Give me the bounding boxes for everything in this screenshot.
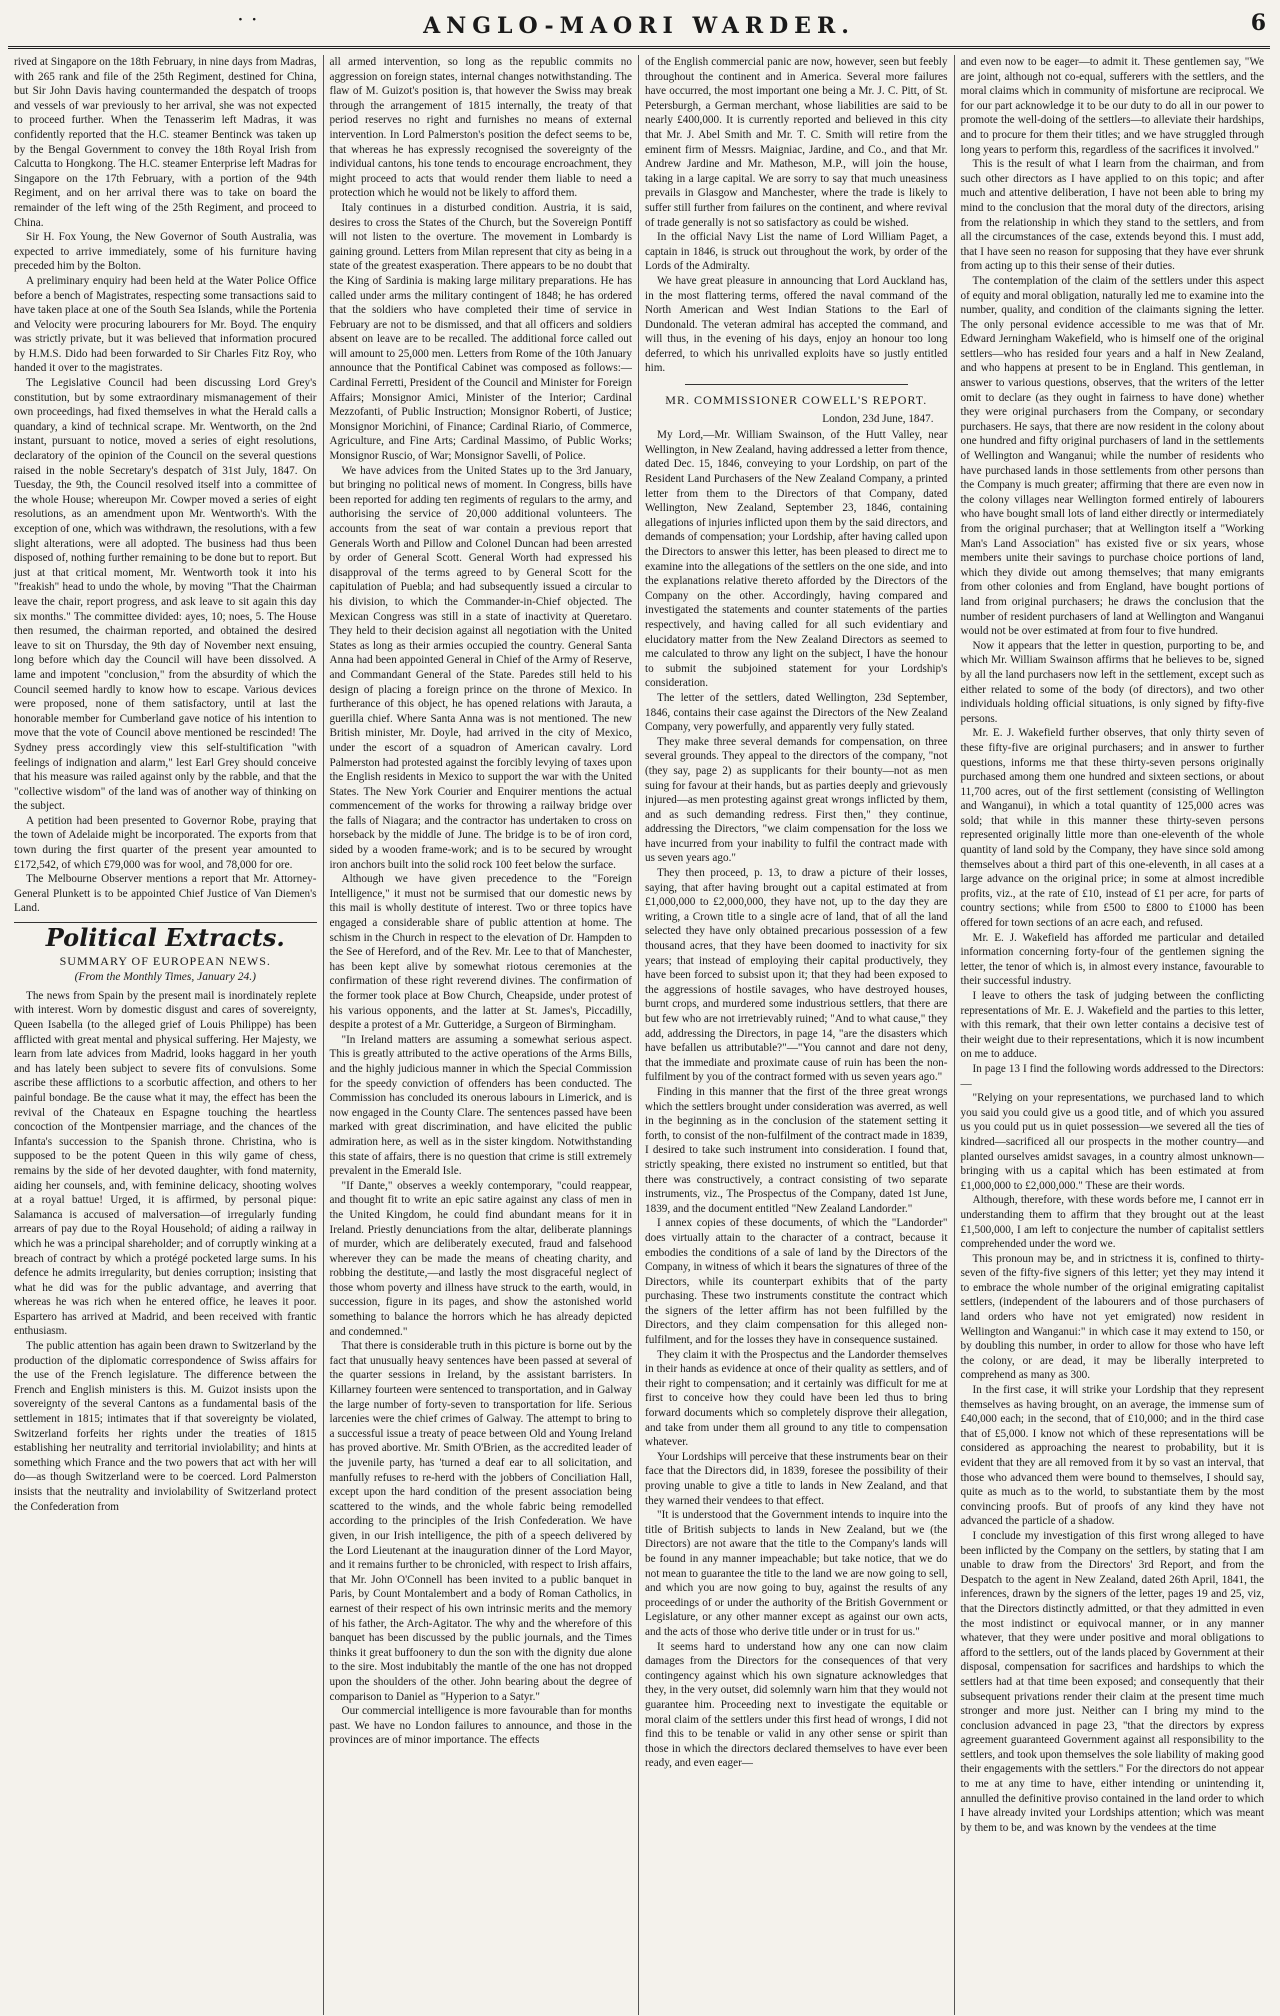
paragraph: Italy continues in a disturbed condition. Austria, it is said, desires to cross the States of the Church, but the Sovereign Pontiff will not listen to the overture. The movement in Lombardy is gaining ground. Letters from Milan represent that city as being in a state of the greatest exasperation. There appears to be no doubt that the King of Sardinia is making large military preparations. He has called under arms the military contingent of 1848; he has ordered that the soldiers who have completed their time of service in February are not to be dismissed, and that all officers and soldiers absent on leave are to be recalled. The additional force called out will amount to 25,000 men. Letters from Rome of the 10th January announce that the Pontifical Cabinet was composed as follows:—Cardinal Ferretti, President of the Council and Minister for Foreign Affairs; Monsignor Amici, Minister of the Interior; Cardinal Mezzofanti, of Public Instruction; Monsignor Roberti, of Justice; Monsignor Morichini, of Finance; Cardinal Riario, of Commerce, Agriculture, and Fine Arts; Cardinal Massimo, of Public Works; Monsignor Ruscio, of War; Monsignor Savelli, of Police. bbox=[329, 201, 632, 463]
column-4 bbox=[955, 55, 1271, 2015]
paragraph: rived at Singapore on the 18th February, in nine days from Madras, with 265 rank and file of the 25th Regiment, destined for China, but Sir John Davis having countermanded the despatch of troops and vessels of war previously to her arrival, she was not expected to proceed further. When the Tenasserim left Madras, it was confidently reported that the H.C. steamer Bentinck was taken up by the Bengal Government to convey the 18th Royal Irish from Calcutta to Hongkong. The H.C. steamer Enterprise left Madras for Singapore on the 17th February, with a portion of the 94th Regiment, and on her arrival there was to take on board the remainder of the left wing of the 25th Regiment, and proceed to China. bbox=[14, 56, 317, 229]
paragraph: We have advices from the United States up to the 3rd January, but bringing no political news of moment. In Congress, bills have been reported for adding ten regiments of regulars to the army, and authorising the service of 20,000 additional volunteers. The accounts from the seat of war contain a previous report that Generals Worth and Pillow and Colonel Duncan had been arrested by order of General Scott. General Worth had expressed his disapproval of the terms agreed to by General Scott for the capitulation of Puebla; and had subsequently issued a circular to his division, to which the Commander-in-Chief objected. The Mexican Congress was still in a state of inactivity at Queretaro. They held to their decision against all negotiation with the United States as long as their armies occupied the country. General Santa Anna had been appointed General in Chief of the Army of Reserve, and Commandant General of the State. Paredes still held to his design of placing a foreign prince on the throne of Mexico. In furtherance of this object, he has opened relations with Jarauta, a guerilla chief. Where Santa Anna was is not mentioned. The new British minister, Mr. Doyle, had arrived in the city of Mexico, under the escort of a squadron of American cavalry. Lord Palmerston had protested against the forcibly levying of taxes upon the English residents in Mexico to support the war with the United States. The New York Courier and Enquirer mentions the actual commencement of the works for throwing a railway bridge over the falls of Niagara; and the contractor has undertaken to cross on horseback by the middle of June. The bridge is to be of iron cord, sided by a wooden frame-work; and is to be secured by wrought iron anchors built into the solid rock 100 feet below the surface. bbox=[329, 464, 632, 871]
dateline: London, 23d June, 1847. bbox=[822, 412, 934, 425]
paragraph: In page 13 I find the following words addressed to the Directors:— bbox=[960, 1062, 1264, 1090]
article-title: SUMMARY OF EUROPEAN NEWS. bbox=[59, 953, 271, 968]
paragraph: This is the result of what I learn from the chairman, and from such other directors as I have applied to on this topic; and after much and attentive deliberation, I have not been able to bring my mind to the conclusion that the moral duty of the directors, arising from the relationship in which they stand to the settlers, and from all the circumstances of the case, extends beyond this. I must add, that I have seen no reason for supposing that they have ever shrunk from acting up to this their sense of their duties. bbox=[960, 158, 1264, 273]
paragraph: They claim it with the Prospectus and the Landorder themselves in their hands as evidence at once of their quality as settlers, and of their right to compensation; and it certainly was difficult for me at first to conceive how they could have been led thus to bring forward documents which so completely disprove their allegation, and take from under them all ground to any title to compensation whatever. bbox=[645, 1348, 948, 1449]
paragraph: of the English commercial panic are now, however, seen but feebly throughout the continent and in America. Several more failures have occurred, the most important one being a Mr. J. C. Pitt, of St. Petersburgh, a German merchant, whose liabilities are said to be nearly £400,000. It is currently reported and believed in this city that Mr. J. Abel Smith and Mr. T. C. Smith will retire from the eminent firm of Messrs. Maigniac, Jardine, and Co., and that Mr. Andrew Jardine and Mr. Matheson, M.P., will join the house, taking in a large capital. We are sorry to say that much uneasiness prevails in Glasgow and Manchester, where the trade is likely to suffer still further from failures on the continent, and where revival of trade generally is not so satisfactory as could be wished. bbox=[645, 56, 948, 229]
paragraph: Finding in this manner that the first of the three great wrongs which the settlers brought under consideration was averred, as well in the beginning as in the conclusion of the statement setting it forth, to consist of the non-fulfilment of the contract made in 1839, I desired to take such instrument into consideration. I found that, strictly speaking, there existed no instrument so entitled, but that there was constructively, a contract consisting of two separate instruments, viz., The Prospectus of the Company, dated 1st June, 1839, and the document entitled "New Zealand Landorder." bbox=[645, 1085, 948, 1215]
paragraph: The contemplation of the claim of the settlers under this aspect of equity and moral obligation, naturally led me to examine into the number, quality, and condition of the claimants signing the letter. The only personal evidence accessible to me was that of Mr. Edward Jerningham Wakefield, who is himself one of the original settlers—who has resided four years and a half in New Zealand, and who happens at present to be in England. This gentleman, in answer to various questions, observes, that the writers of the letter omit to declare (as they ought in fairness to have done) whether they were original purchasers from the Company, or secondary purchasers. He says, that there are now resident in the colony about one hundred and fifty original purchasers of land in the settlements of Wellington and Wanganui; while the number of residents who have purchased lands in those settlements from other persons than the Company is much greater; affirming that there are even now in the colony villages near Wellington formed entirely of labourers who have bought small lots of land either directly or intermediately from the original purchaser; that at Wellington itself a "Working Man's Land Association" has existed five or six years, whose members unite their savings to purchase choice portions of land, which they divide out among themselves; that many emigrants from other colonies and from England, have bought portions of land from original purchasers; he draws the conclusion that the number of resident purchasers of land at Wellington and Wanganui would not be over estimated at from four to five hundred. bbox=[960, 274, 1264, 638]
paragraph: Although we have given precedence to the "Foreign Intelligence," it must not be surmised that our domestic news by this mail is wholly destitute of interest. Two or three topics have engaged a considerable share of public attention at home. The schism in the Church in respect to the elevation of Dr. Hampden to the See of Hereford, and of the Rev. Mr. Lee to that of Manchester, has been kept alive by somewhat riotous ceremonies at the confirmation of these right reverend divines. The confirmation of the former took place at Bow Church, Cheapside, under protest of his various opponents, and the latter at St. James's, Piccadilly, despite a protest of a Mr. Gutteridge, a Surgeon of Birmingham. bbox=[329, 873, 632, 1032]
newspaper-title: ANGLO-MAORI WARDER. bbox=[423, 13, 855, 39]
paragraph: We have great pleasure in announcing that Lord Auckland has, in the most flattering terms, offered the naval command of the North American and West Indian Stations to the Earl of Dundonald. The veteran admiral has accepted the command, and will thus, in the evening of his days, enjoy an honour too long deferred, to which his unrivalled exploits have so justly entitled him. bbox=[645, 274, 948, 375]
paragraph: The news from Spain by the present mail is inordinately replete with interest. Worn by domestic disgust and cares of sovereignty, Queen Isabella (to the alleged grief of Louis Philippe) has been afflicted with great mental and physical suffering. Her Majesty, we learn from late advices from Madrid, looks haggard in her youth and has lately been subject to severe fits of convulsions. Some ascribe these afflictions to a scorbutic affection, and others to her painful bondage. Be the cause what it may, the effect has been the revival of the Chateaux en Espagne touching the heartless concoction of the Montpensier marriage, and the chances of the Infanta's succession to the Spanish throne. Christina, who is supposed to be the potent Queen in this wily game of chess, remains by the side of her devoted daughter, with fond maternity, aiding her counsels, and, with feminine delicacy, shooting wolves at a royal battue! Urged, it is affirmed, by personal pique: Salamanca is accused of malversation—of irregularly funding arrears of pay due to the Royal Household; of aiding a railway in which he was a principal shareholder; and of corruptly winking at a breach of contract by which a protégé pocketed large sums. In his defence he admits irregularity, but denies corruption; insisting that what he did was for the public advantage, and averring that whereas he was rich when he entered office, he leaves it poor. Espartero has arrived at Madrid, and been received with frantic enthusiasm. bbox=[14, 989, 317, 1338]
paragraph: This pronoun may be, and in strictness it is, confined to thirty-seven of the fifty-five signers of this letter; yet they may intend it to embrace the whole number of the original emigrating capitalist settlers, (independent of the labourers and of those purchasers of land orders who have not yet emigrated) now resident in Wellington and Wanganui:" in which case it may extend to 150, or by doubling this number, in order to allow for those who have left the colony, or are dead, it may be liberally interpreted to comprehend as many as 300. bbox=[960, 1252, 1264, 1382]
paragraph: "It is understood that the Government intends to inquire into the title of British subjects to lands in New Zealand, but we (the Directors) are not aware that the title to the Company's lands will be found in any manner impeachable; but take notice, that we do not mean to guarantee the title to the land we are now going to sell, and which you are now going to buy, against the results of any proceedings of or under the authority of the British Government or Legislature, or any other manner except as against our own acts, and the acts of those who derive title under or in trust for us." bbox=[645, 1509, 948, 1638]
paragraph: They make three several demands for compensation, on three several grounds. They appeal to the directors of the company, "not (they say, page 2) as supplicants for their bounty—not as men suing for favour at their hands, but as parties deeply and grievously injured—as men protesting against great wrongs inflicted by them, and as such demanding redress. First then," they continue, addressing the Directors, "we claim compensation for the loss we have incurred from your inability to fulfil the contract made with us seven years ago." bbox=[645, 735, 948, 865]
paragraph: all armed intervention, so long as the republic commits no aggression on foreign states, internal changes notwithstanding. The flaw of M. Guizot's position is, that however the Swiss may break through the arrangement of 1815 internally, the treaty of that period reserves no right and furnishes no means of external intervention. In Lord Palmerston's position the defect seems to be, that whereas he has expressly recognised the sovereignty of the individual cantons, his tone tends to encourage encroachment, they might proceed to acts that would render them liable to need a protection which he would not be likely to afford them. bbox=[329, 56, 632, 200]
paragraph: "If Dante," observes a weekly contemporary, "could reappear, and thought fit to write an epic satire against any class of men in the United Kingdom, he could find abundant means for it in Ireland. Priestly denunciations from the altar, deliberate plannings of murder, which are deliberately executed, fraud and falsehood wherever they can be made the means of cheating charity, and robbing the destitute,—and lastly the most disgraceful neglect of those whom poverty and illness have struck to the earth, would, in succession, figure in its pages, and show the astonished world something to balance the horrors which he has already depicted and condemned." bbox=[329, 1179, 632, 1338]
paragraph: I leave to others the task of judging between the conflicting representations of Mr. E. J. Wakefield and the parties to this letter, with this remark, that their own letter contains a decisive test of their weight due to their representations, which it is now incumbent on me to adduce. bbox=[960, 990, 1264, 1061]
column-2 bbox=[324, 55, 640, 2015]
section-heading: Political Extracts. bbox=[14, 922, 317, 946]
article-source: (From the Monthly Times, January 24.) bbox=[74, 971, 256, 984]
paragraph: Although, therefore, with these words before me, I cannot err in understanding them to affirm that they brought out at the least £1,500,000, I am left to conjecture the number of capitalist settlers comprehended under the word we. bbox=[960, 1194, 1264, 1251]
paragraph: "In Ireland matters are assuming a somewhat serious aspect. This is greatly attributed to the active operations of the Arms Bills, and the highly judicious manner in which the Special Commission for the speedy conviction of offenders has been conducted. The Commission has concluded its onerous labours in Limerick, and is now engaged in the County Clare. The sentences passed have been marked with great discrimination, and have elicited the public admiration here, as well as in the sister kingdom. Notwithstanding this state of affairs, there is no question that crime is still extremely prevalent in the Emerald Isle. bbox=[329, 1033, 632, 1178]
paragraph: Your Lordships will perceive that these instruments bear on their face that the Directors did, in 1839, foresee the possibility of their proving unable to give a title to lands in New Zealand, and that they warned their vendees to that effect. bbox=[645, 1450, 948, 1507]
paragraph: Our commercial intelligence is more favourable than for months past. We have no London failures to announce, and those in the provinces are of minor importance. The effects bbox=[329, 1705, 632, 1747]
paragraph: Mr. E. J. Wakefield further observes, that only thirty seven of these fifty-five are original purchasers; and in answer to further questions, informs me that these thirty-seven persons originally purchased among them one hundred and sixteen sections, or about 11,700 acres, out of the first settlement (consisting of Wellington and Wanganui), in which a total quantity of 125,000 acres was sold; that while in this manner these thirty-seven persons represented originally little more than one-eleventh of the whole quantity of land sold by the Company, they have since sold among themselves about a third part of this one-eleventh, in all cases at a large advance on the original price; in some at almost incredible profits, viz., at the rate of £10, instead of £1 per acre, for parts of country sections; while from £500 to £800 to £1000 has been offered for town sections of an acre each, and refused. bbox=[960, 727, 1264, 930]
paragraph: My Lord,—Mr. William Swainson, of the Hutt Valley, near Wellington, in New Zealand, having addressed a letter from thence, dated Dec. 15, 1846, conveying to your Lordship, on part of the Resident Land Purchasers of the New Zealand Company, a printed letter from them to the Directors of that Company, dated Wellington, New Zealand, September 23, 1846, containing allegations of injuries inflicted upon them by the said directors, and demands of compensation; your Lordship, after having called upon the Directors to answer this letter, has been pleased to direct me to examine into the allegations of the settlers on the one side, and into the explanations relative thereto afforded by the Directors of the Company on the other. Accordingly, having compared and investigated the statements and counter statements of the parties respectively, and having called for all such evidentiary and elucidatory matter from the New Zealand Directors as seemed to me calculated to throw any light on the subject, I have the honour to submit the subjoined statement for your Lordship's consideration. bbox=[645, 429, 948, 690]
paragraph: In the official Navy List the name of Lord William Paget, a captain in 1846, is struck out throughout the work, by order of the Lords of the Admiralty. bbox=[645, 231, 948, 273]
paragraph: "Relying on your representations, we purchased land to which you said you could give us a good title, and of which you assured us you could put us in quiet possession—we severed all the ties of kindred—sacrificed all our prospects in the mother country—and planted ourselves amidst savages, in a country almost unknown—bringing with us a capital which has been estimated at from £1,000,000 to £2,000,000." These are their words. bbox=[960, 1092, 1264, 1192]
paragraph: The Melbourne Observer mentions a report that Mr. Attorney-General Plunkett is to be appointed Chief Justice of Van Diemen's Land. bbox=[14, 873, 317, 915]
columns bbox=[8, 55, 1270, 2015]
column-3 bbox=[639, 55, 955, 2015]
paragraph: I conclude my investigation of this first wrong alleged to have been inflicted by the Company on the settlers, by stating that I am unable to draw from the Directors' 3rd Report, and from the Despatch to the agent in New Zealand, dated 26th April, 1841, the inferences, drawn by the signers of the letter, pages 19 and 25, viz, that the Directors distinctly admitted, or that they admitted in even the most indistinct or equivocal manner, or in any manner whatever, that they were under positive and moral obligations to afford to the settlers, out of the lands placed by Government at their disposal, compensation for sacrifices and hardships to which the settlers had at that time been exposed; and consequently that their subsequent privations render their claim at the present time much stronger and more just. Neither can I bring my mind to the conclusion advanced in page 23, "that the directors by express agreement guaranteed Government against all responsibility to the settlers, and took upon themselves the sole liability of making good their engagements with the settlers." For the directors do not appear to me at any time to have, either intending or unintending it, annulled the definitive proviso contained in the land order to which I have already invited your Lordships attention; which was meant by them to be, and was known by the vendees at the time bbox=[960, 1529, 1264, 1834]
paragraph: I annex copies of these documents, of which the "Landorder" does virtually attain to the character of a contract, because it embodies the conditions of a sale of land by the Directors of the Company, in witness of which it bears the signatures of three of the Directors, while its counterpart exhibits that of the party purchasing. These two instruments constitute the contract which the signers of the letter affirm has not been fulfilled by the Directors, and they claim compensation for this alleged non-fulfilment, and for the losses they have in consequence sustained. bbox=[645, 1217, 948, 1347]
masthead bbox=[8, 6, 1270, 49]
paragraph: In the first case, it will strike your Lordship that they represent themselves as having brought, on an average, the immense sum of £40,000 each; in the second, that of £10,000; and in the third case that of £5,000. I know not which of these representations will be considered as approaching the nearest to probability, but it is evident that they are all removed from it by so vast an interval, that those who advanced them were bound to themselves, I should say, quite as much as to the world, to substantiate them by the most convincing proofs. But of proofs of any kind they have not advanced the particle of a shadow. bbox=[960, 1384, 1264, 1528]
paragraph: It seems hard to understand how any one can now claim damages from the Directors for the consequences of that very contingency against which his own signature acknowledges that they, in the very outset, did solemnly warn him that they would not guarantee him. Proceeding next to investigate the equitable or moral claim of the settlers under this first head of wrongs, I did not find this to be tenable or valid in any other sense or spirit than those in which the directors declared themselves to have ever been ready, and even eager— bbox=[645, 1640, 948, 1770]
paragraph: That there is considerable truth in this picture is borne out by the fact that unusually heavy sentences have been passed at several of the quarter sessions in Ireland, by the assistant barristers. In Killarney fourteen were sentenced to transportation, and in Galway the large number of forty-seven to transportation for life. Serious larcenies were the chief crimes of Galway. The attempt to bring to a successful issue a treaty of peace between Old and Young Ireland has proved abortive. Mr. Smith O'Brien, as the accredited leader of the juvenile party, has 'turned a deaf ear to all solicitation, and manfully refuses to re-herd with the jobbers of Conciliation Hall, except upon the hard condition of the present association being scattered to the winds, and the whole fabric being remodelled according to the principles of the Irish Confederation. We have given, in our Irish intelligence, the pith of a speech delivered by the Lord Lieutenant at the inauguration dinner of the Lord Mayor, and it remains further to be chronicled, with respect to Irish affairs, that Mr. John O'Connell has been invited to a public banquet in Paris, by Count Montalembert and a body of Roman Catholics, in earnest of their respect of his own intrinsic merits and the memory of his father, the Arch-Agitator. The why and the wherefore of this banquet has been discussed by the public journals, and the Times thinks it great buffoonery to dun the son with the dignity due alone to the sire. Most indubitably the mantle of the one has not dropped upon the shoulders of the other. John bearing about the degree of comparison to Daniel as "Hyperion to a Satyr." bbox=[329, 1340, 632, 1703]
divider bbox=[685, 384, 908, 385]
masthead-ornament: · · bbox=[238, 12, 259, 28]
column-1-news bbox=[14, 55, 317, 916]
paragraph: They then proceed, p. 13, to draw a picture of their losses, saying, that after having brought out a capital estimated at from £1,000,000 to £2,000,000, they have not, up to the day they are writing, a Crown title to a single acre of land, that of all the land selected they have only obtained precarious possession of a few thousand acres, that they have been doomed to inactivity for six years; that instead of employing their capital productively, they have been forced to subsist upon it; that they had been exposed to the aggressions of hostile savages, who have destroyed houses, burnt crops, and murdered some industrious settlers, that there are but few who are not irretrievably ruined; "And to what cause," they add, addressing the Directors, in page 14, "are the disasters which have befallen us attributable?"—"You cannot and dare not deny, that the immediate and proximate cause of ruin has been the non-fulfilment by you of the contract formed with us seven years ago." bbox=[645, 867, 948, 1084]
column-1 bbox=[8, 55, 324, 2015]
page-number: 6 bbox=[1250, 10, 1266, 36]
paragraph: A petition had been presented to Governor Robe, praying that the town of Adelaide might be incorporated. The exports from that town during the first quarter of the present year amounted to £172,542, of which £79,000 was for wool, and 78,000 for ore. bbox=[14, 814, 317, 871]
paragraph: and even now to be eager—to admit it. These gentlemen say, "We are joint, although not co-equal, sufferers with the settlers, and the moral claims which in community of misfortune are reciprocal. We for our part acknowledge it to be our duty to do all in our power to promote the well-doing of the settlers—to alleviate their hardships, and to procure for them their titles; and we have struggled through long years to perform this, regardless of the sacrifices it involved." bbox=[960, 56, 1264, 156]
paragraph: Now it appears that the letter in question, purporting to be, and which Mr. William Swainson affirms that he believes to be, signed by all the land purchasers now left in the settlement, except such as either related to some of the body (of directors), and two other individuals holding official situations, is only signed by fifty-five persons. bbox=[960, 639, 1264, 725]
paragraph: The Legislative Council had been discussing Lord Grey's constitution, but by some extraordinary mismanagement of their own proceedings, had fixed themselves in what the Herald calls a quandary, a kind of technical scrape. Mr. Wentworth, on the 2nd instant, pursuant to notice, moved a series of eight resolutions, declaratory of the opinion of the Council on the several questions raised in the noble Secretary's despatch of 31st July, 1847. On Tuesday, the 9th, the Council resolved itself into a committee of the whole House; whereupon Mr. Cowper moved a series of eight resolutions, as an amendment upon Mr. Wentworth's. With the exception of one, which was withdrawn, the resolutions, with a few slight alterations, were all adopted. The business had thus been disposed of, nothing further remaining to be done but to report. But just at that critical moment, Mr. Wentworth took it into his "freakish" head to undo the whole, by moving "That the Chairman leave the chair, report progress, and ask leave to sit again this day six months." The committee divided: ayes, 10; noes, 5. The House then resumed, the chairman reported, and obtained the desired leave to sit on Thursday, the 9th day of November next ensuing, long before which day the Council will have been dissolved. A lame and impotent "conclusion," from the absurdity of which the Council seemed hardly to know how to escape. Various devices were proposed, none of them satisfactory, until at last the honorable member for Cumberland gave notice of his intention to move that the vote of Council above mentioned be rescinded! The Sydney press accordingly view this self-stultification "with feelings of indignation and alarm," lest Earl Grey should conceive that his measure was railed against only by the rabble, and that the "collective wisdom" of the land was of another way of thinking on the subject. bbox=[14, 377, 317, 813]
article-title: MR. COMMISSIONER COWELL'S REPORT. bbox=[665, 393, 928, 408]
paragraph: The letter of the settlers, dated Wellington, 23d September, 1846, contains their case against the Directors of the New Zealand Company, very powerfully, and apparently very fully stated. bbox=[645, 691, 948, 734]
paragraph: A preliminary enquiry had been held at the Water Police Office before a bench of Magistrates, respecting some transactions said to have taken place at one of the South Sea Islands, while the Portenia and Velocity were procuring labourers for Mr. Boyd. The enquiry was strictly private, but it was believed that information procured by H.M.S. Dido had been forwarded to Sir Charles Fitz Roy, who handed it over to the magistrates. bbox=[14, 274, 317, 375]
paragraph: Sir H. Fox Young, the New Governor of South Australia, was expected to arrive immediately, some of his furniture having preceded him by the Bolton. bbox=[14, 231, 317, 273]
paragraph: The public attention has again been drawn to Switzerland by the production of the diplomatic correspondence of Swiss affairs for the use of the French legislature. The difference between the French and English ministers is this. M. Guizot insists upon the sovereignty of the several Cantons as a fundamental basis of the settlement in 1815; intimates that if that sovereignty be violated, Switzerland forfeits her rights under the treaties of 1815 establishing her neutrality and territorial inviolability; and hints at something which France and the two powers that act with her will do—as though Switzerland were to be coerced. Lord Palmerston insists that the neutrality and inviolability of Switzerland protect the Confederation from bbox=[14, 1340, 317, 1513]
paragraph: Mr. E. J. Wakefield has afforded me particular and detailed information concerning forty-four of the gentlemen signing the letter, the tenor of which is, in almost every instance, favourable to their successful industry. bbox=[960, 931, 1264, 988]
